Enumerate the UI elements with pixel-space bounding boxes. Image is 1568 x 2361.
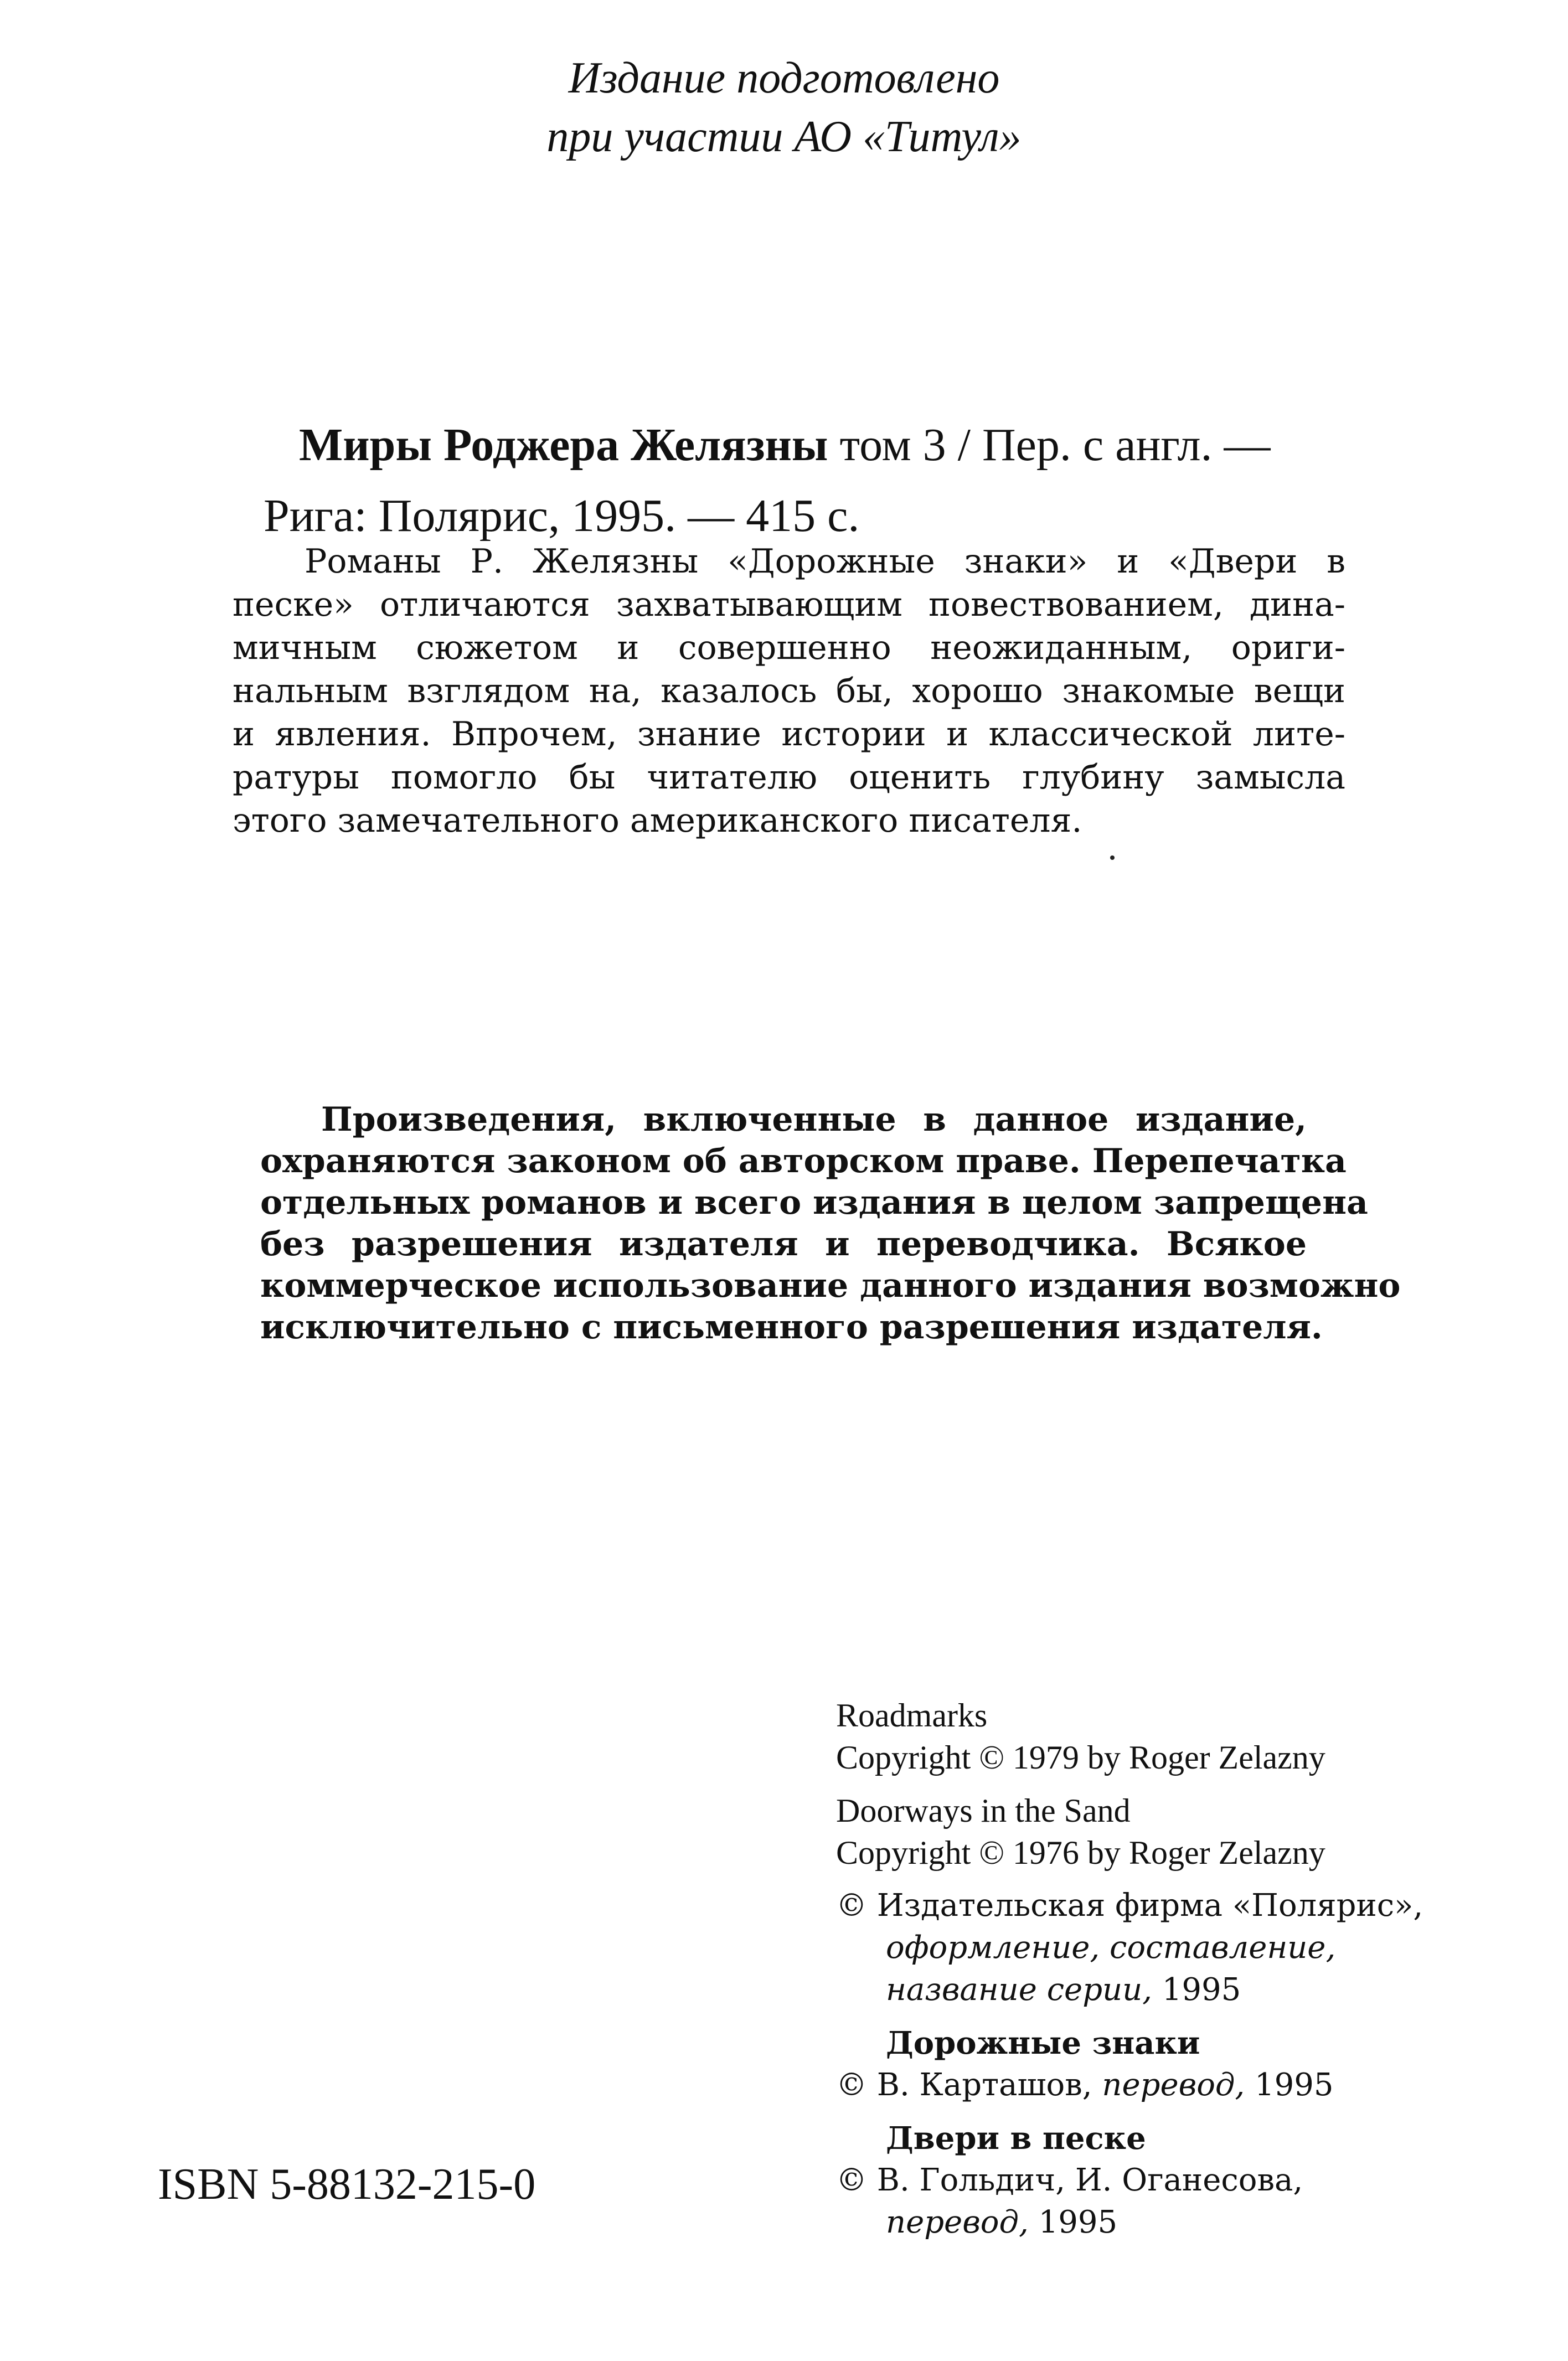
credit-doorways	[836, 1790, 1500, 1874]
original-copyright: Copyright © 1979 by Roger Zelazny	[836, 1739, 1325, 1776]
annotation-line: песке» отличаются захватывающим повествованием, дина-	[233, 585, 1345, 624]
translated-title: Двери в песке	[886, 2120, 1146, 2157]
credit-roadmarks	[836, 1694, 1500, 1779]
original-copyright: Copyright © 1976 by Roger Zelazny	[836, 1834, 1325, 1871]
translator-name: © В. Карташов,	[836, 2067, 1102, 2103]
copyright-credits	[836, 1694, 1500, 2255]
translated-title: Дорожные знаки	[886, 2025, 1200, 2061]
translation-year: 1995	[1245, 2067, 1334, 2103]
bibliographic-record	[264, 410, 1271, 551]
publisher-rights-text: название серии,	[886, 1972, 1152, 2008]
book-title: Миры Роджера Желязны	[299, 419, 828, 471]
biblio-line-2: Рига: Полярис, 1995. — 415 с.	[264, 490, 860, 542]
publisher-note	[0, 49, 1568, 166]
credit-publisher	[836, 1885, 1500, 2011]
translation-role: перевод,	[1102, 2067, 1245, 2103]
annotation-line: ратуры помогло бы читателю оценить глубину замысла	[233, 758, 1345, 797]
publisher-rights-line	[836, 1969, 1500, 2011]
annotation-line: мичным сюжетом и совершенно неожиданным, ориги-	[233, 628, 1345, 667]
publisher-note-line-2: при участии АО «Титул»	[546, 112, 1022, 161]
credit-doors-translation	[836, 2117, 1500, 2244]
annotation-line: этого замечательного американского писателя.	[233, 801, 1082, 840]
biblio-line-1	[299, 410, 1271, 481]
annotation-line: Романы Р. Желязны «Дорожные знаки» и «Двери в	[305, 542, 1345, 581]
copyright-notice-line: отдельных романов и всего издания в целом запрещена	[260, 1183, 1368, 1222]
publisher-copyright: © Издательская фирма «Полярис»,	[836, 1888, 1423, 1924]
copyright-notice-line: охраняются законом об авторском праве. Перепечатка	[260, 1142, 1347, 1180]
publisher-note-line-1: Издание подготовлено	[568, 54, 1000, 102]
isbn: ISBN 5-88132-215-0	[158, 2160, 536, 2209]
original-title: Doorways in the Sand	[836, 1792, 1131, 1829]
copyright-notice-line: Произведения, включенные в данное издание,	[321, 1100, 1307, 1139]
copyright-notice	[260, 1099, 1401, 1348]
annotation	[233, 540, 1345, 842]
copyright-notice-line: без разрешения издателя и переводчика. Всякое	[260, 1225, 1307, 1264]
translator-line	[836, 2064, 1500, 2106]
translation-year: 1995	[1028, 2204, 1118, 2240]
translator-names: © В. Гольдич, И. Оганесова,	[836, 2162, 1303, 2198]
translator-role-line	[836, 2202, 1500, 2244]
copyright-notice-line: исключительно с письменного разрешения издателя.	[260, 1308, 1323, 1347]
annotation-line: и явления. Впрочем, знание истории и классической лите-	[233, 715, 1345, 754]
credit-roadsigns-translation	[836, 2022, 1500, 2106]
biblio-details: том 3 / Пер. с англ. —	[828, 419, 1271, 471]
copyright-notice-line: коммерческое использование данного издания возможно	[260, 1266, 1401, 1305]
publisher-year: 1995	[1152, 1972, 1241, 2008]
publisher-rights-line: оформление, составление,	[886, 1930, 1336, 1966]
translation-role: перевод,	[886, 2204, 1029, 2240]
original-title: Roadmarks	[836, 1697, 988, 1734]
print-dot	[1110, 855, 1115, 860]
annotation-line: нальным взглядом на, казалось бы, хорошо знакомые вещи	[233, 672, 1345, 710]
